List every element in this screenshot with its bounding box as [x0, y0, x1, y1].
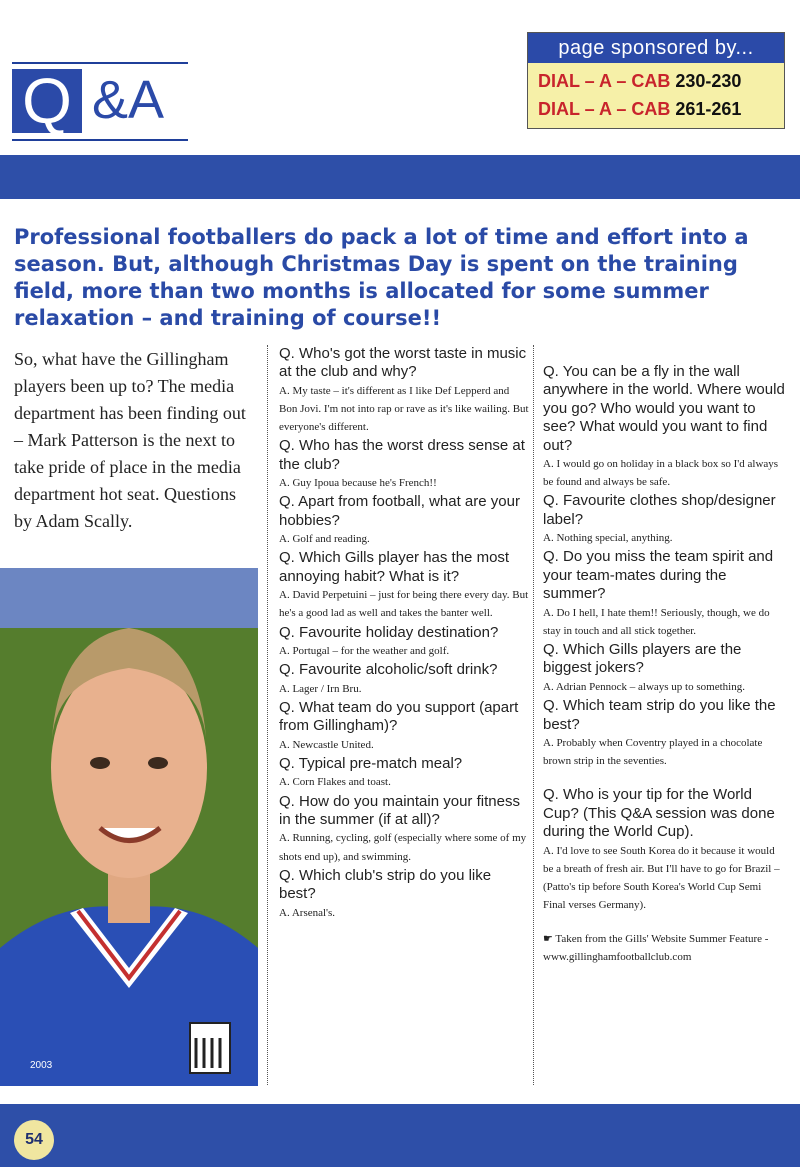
- question: Q. How do you maintain your fitness in the summer (if at all)?: [279, 792, 520, 828]
- photo-caption: 2003: [30, 1060, 53, 1071]
- qa-column-2: [543, 363, 786, 966]
- player-photo: [0, 568, 258, 1086]
- question: Q. Who's got the worst taste in music at the club and why?: [279, 345, 527, 381]
- qa-column-1: [279, 345, 529, 923]
- answer: A. Guy Ipoua because he's French!!: [279, 477, 437, 490]
- question: Q. What team do you support (apart from Gillingham)?: [279, 698, 519, 735]
- source-credit: ☛ Taken from the Gills' Website Summer Feature - www.gillinghamfootballclub.com: [543, 933, 769, 964]
- column-divider: [533, 345, 534, 1085]
- sponsor-brand: DIAL – A – CAB: [538, 99, 671, 119]
- answer: A. I would go on holiday in a black box so I'd always be found and always be safe.: [543, 458, 779, 489]
- qa-logo-amp: &A: [92, 70, 165, 130]
- answer: A. My taste – it's different as I like Def Lepperd and Bon Jovi. I'm not into rap or rave as it's like wailing. But everyone's different.: [279, 384, 529, 434]
- sponsor-box: [527, 32, 785, 129]
- question: Q. Favourite alcoholic/soft drink?: [279, 661, 498, 679]
- answer: A. Portugal – for the weather and golf.: [279, 645, 450, 658]
- question: Q. Do you miss the team spirit and your team-mates during the summer?: [543, 548, 774, 603]
- answer: A. Running, cycling, golf (especially where some of my shots end up), and swimming.: [279, 832, 527, 863]
- answer: A. Adrian Pennock – always up to something.: [543, 680, 745, 693]
- question: Q. Typical pre-match meal?: [279, 754, 463, 772]
- sponsor-heading: page sponsored by...: [528, 33, 784, 63]
- player-illustration: [0, 568, 258, 1086]
- sponsor-brand: DIAL – A – CAB: [538, 71, 671, 91]
- question: Q. Which Gills player has the most annoying habit? What is it?: [279, 549, 510, 585]
- question: Q. Which Gills players are the biggest jokers?: [543, 641, 742, 677]
- sponsor-number: 230-230: [675, 71, 742, 91]
- answer: A. Arsenal's.: [279, 906, 336, 919]
- answer: A. Nothing special, anything.: [543, 532, 673, 545]
- answer: A. Newcastle United.: [279, 738, 374, 751]
- header-rule-bottom: [12, 139, 188, 141]
- header-rule-top: [12, 62, 188, 64]
- lead-paragraph: So, what have the Gillingham players been up to? The media department has been finding out – Mark Patterson is the next to take pride of place in the media department hot seat. Questions by Adam Scally.: [14, 349, 246, 531]
- answer: A. Corn Flakes and toast.: [279, 776, 391, 789]
- answer: A. David Perpetuini – just for being there every day. But he's a good lad as well and takes the banter well.: [279, 589, 529, 620]
- question: Q. Which team strip do you like the best?: [543, 697, 776, 733]
- question: Q. Favourite holiday destination?: [279, 623, 499, 641]
- page-number: 54: [14, 1120, 54, 1160]
- answer: A. Do I hell, I hate them!! Seriously, though, we do stay in touch and all stick together.: [543, 606, 770, 637]
- question: Q. You can be a fly in the wall anywhere in the world. Where would you go? Who would you want to see? What would you want to find out?: [543, 363, 785, 454]
- sponsor-number: 261-261: [675, 99, 742, 119]
- question: Q. Which club's strip do you like best?: [279, 866, 492, 903]
- answer: A. I'd love to see South Korea do it because it would be a breath of fresh air. But I'll have to go for Brazil – (Patto's tip before South Korea's World Cup Semi Final verses Germany).: [543, 844, 780, 912]
- answer: A. Golf and reading.: [279, 533, 370, 546]
- intro-text: Professional footballers do pack a lot of time and effort into a season. But, although Christmas Day is spent on the training field, more than two months is allocated for some summer relaxation – and training of course!!: [14, 225, 749, 330]
- sponsor-line: [528, 67, 784, 95]
- top-band: [0, 155, 800, 199]
- answer: A. Probably when Coventry played in a chocolate brown strip in the seventies.: [543, 736, 763, 768]
- bottom-band: [0, 1104, 800, 1167]
- answer: A. Lager / Irn Bru.: [279, 682, 362, 695]
- qa-logo-q: Q: [12, 69, 82, 133]
- question: Q. Who is your tip for the World Cup? (This Q&A session was done during the World Cup).: [543, 786, 775, 841]
- question: Q. Who has the worst dress sense at the club?: [279, 437, 525, 473]
- sponsor-line: [528, 95, 784, 123]
- column-divider: [267, 345, 268, 1085]
- question: Q. Favourite clothes shop/designer label?: [543, 492, 776, 528]
- question: Q. Apart from football, what are your hobbies?: [279, 493, 520, 529]
